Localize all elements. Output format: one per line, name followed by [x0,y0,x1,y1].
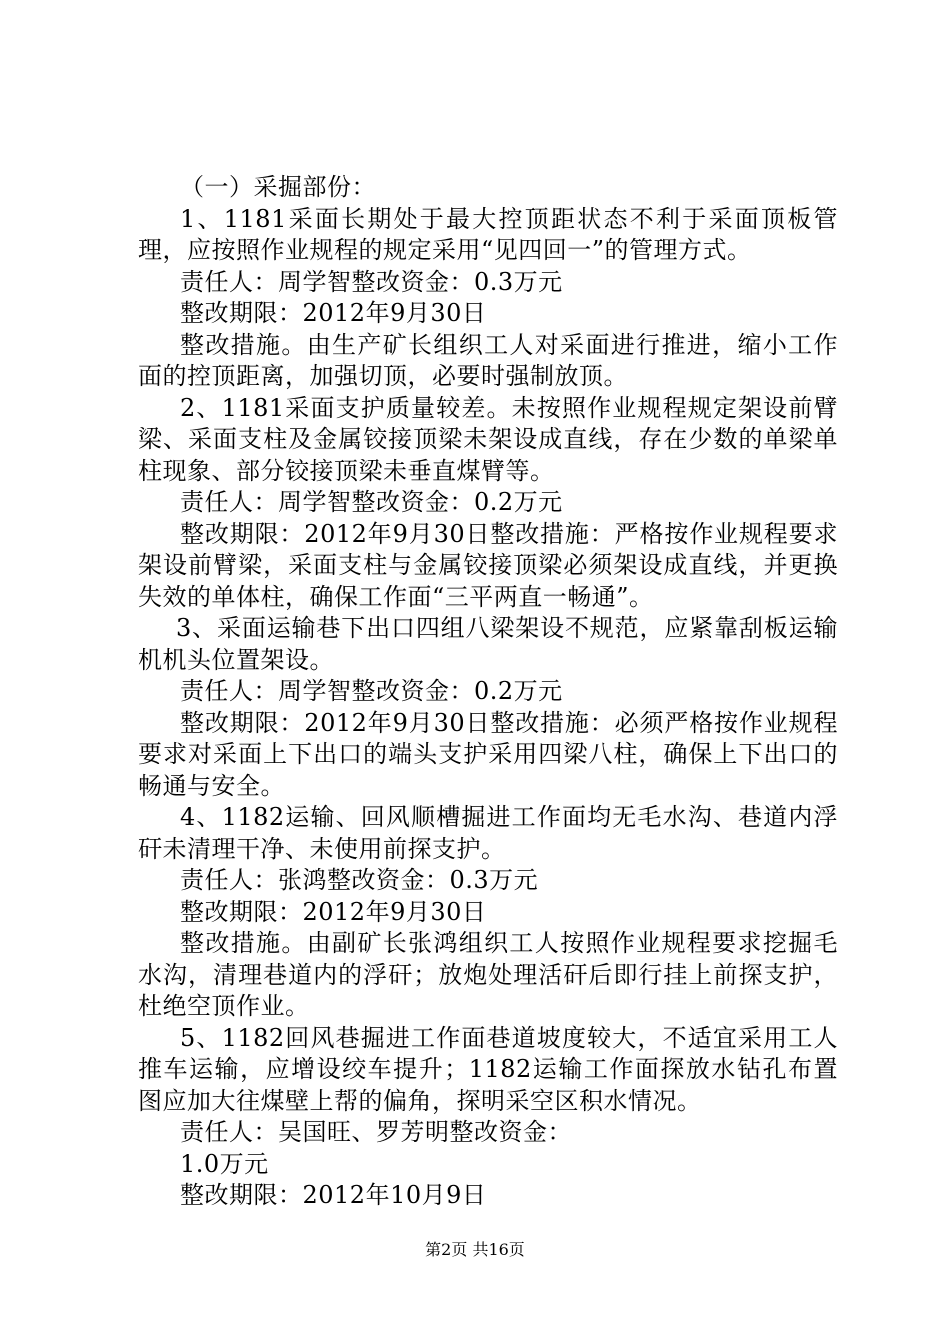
paragraph-item-1: 1、1181采面长期处于最大控顶距状态不利于采面顶板管理，应按照作业规程的规定采用“见四回一”的管理方式。 [138,204,838,264]
paragraph-item-2: 2、1181采面支护质量较差。未按照作业规程规定架设前臂梁、采面支柱及金属铰接顶梁未架设成直线，存在少数的单梁单柱现象、部分铰接顶梁未垂直煤臂等。 [138,393,838,485]
document-body [138,172,838,1212]
page-footer: 第2页 共16页 [425,1240,525,1259]
paragraph-deadline-1: 整改期限：2012年9月30日 [180,299,487,327]
paragraph-funds-5: 1.0万元 [180,1149,269,1178]
paragraph-item-5: 5、1182回风巷掘进工作面巷道坡度较大，不适宜采用工人推车运输，应增设绞车提升；1182运输工作面探放水钻孔布置图应加大往煤壁上帮的偏角，探明采空区积水情况。 [138,1023,838,1115]
paragraph-responsible-1: 责任人：周学智整改资金：0.3万元 [180,267,563,296]
paragraph-responsible-3: 责任人：周学智整改资金：0.2万元 [180,677,563,705]
paragraph-deadline-measures-2: 整改期限：2012年9月30日整改措施：严格按作业规程要求架设前臂梁，采面支柱与金属铰接顶梁必须架设成直线，并更换失效的单体柱，确保工作面“三平两直一畅通”。 [138,519,838,611]
paragraph-item-3: 3、采面运输巷下出口四组八梁架设不规范，应紧靠刮板运输机机头位置架设。 [138,614,838,674]
paragraph-responsible-5: 责任人：吴国旺、罗芳明整改资金： [180,1118,572,1146]
paragraph-deadline-measures-3: 整改期限：2012年9月30日整改措施：必须严格按作业规程要求对采面上下出口的端头支护采用四梁八柱，确保上下出口的畅通与安全。 [138,708,838,800]
paragraph-measures-4: 整改措施。由副矿长张鸿组织工人按照作业规程要求挖掘毛水沟，清理巷道内的浮矸；放炮处理活矸后即行挂上前探支护，杜绝空顶作业。 [138,929,838,1020]
paragraph-measures-1: 整改措施。由生产矿长组织工人对采面进行推进，缩小工作面的控顶距离，加强切顶，必要时强制放顶。 [138,330,838,390]
paragraph-responsible-2: 责任人：周学智整改资金：0.2万元 [180,488,563,516]
paragraph-deadline-5: 整改期限：2012年10月9日 [180,1181,487,1209]
paragraph-deadline-4: 整改期限：2012年9月30日 [180,897,487,926]
section-heading: （一）采掘部份： [180,173,376,201]
paragraph-item-4: 4、1182运输、回风顺槽掘进工作面均无毛水沟、巷道内浮矸未清理干净、未使用前探支护。 [138,803,838,863]
paragraph-responsible-4: 责任人：张鸿整改资金：0.3万元 [180,866,539,894]
